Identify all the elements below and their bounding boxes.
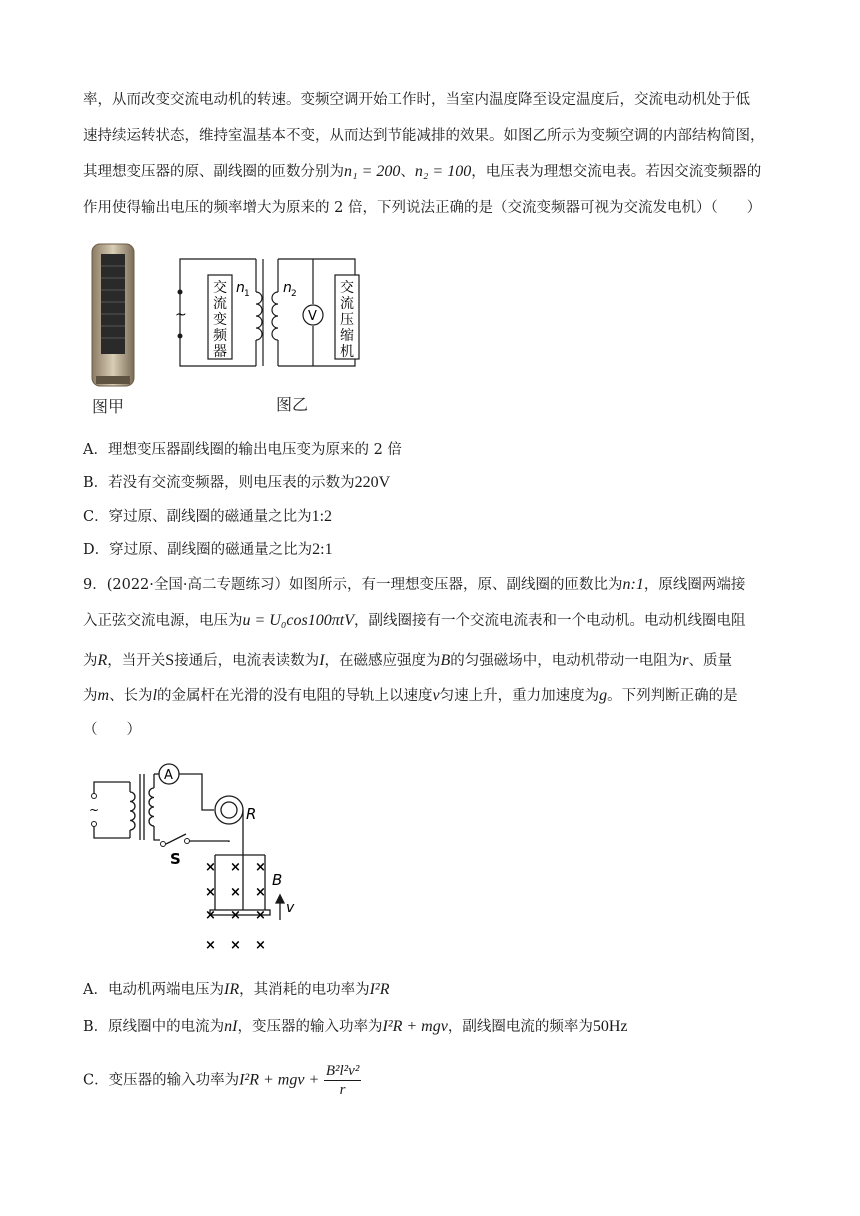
option-a: A．电动机两端电压为IR，其消耗的电功率为I²R bbox=[83, 981, 390, 998]
paragraph-line: 速持续运转状态，维持室温基本不变，从而达到节能减排的效果。如图乙所示为变频空调的内部结构简图， bbox=[83, 128, 765, 144]
svg-text:×: × bbox=[230, 908, 241, 923]
svg-text:×: × bbox=[205, 938, 216, 953]
svg-text:×: × bbox=[255, 885, 266, 900]
svg-text:×: × bbox=[230, 938, 241, 953]
svg-text:×: × bbox=[230, 860, 241, 875]
n2-subscript: 2 bbox=[291, 289, 297, 299]
svg-text:变: 变 bbox=[213, 312, 227, 328]
svg-text:×: × bbox=[205, 860, 216, 875]
compressor-label bbox=[340, 280, 354, 360]
answer-blank: （ ） bbox=[83, 722, 141, 738]
svg-text:机: 机 bbox=[340, 344, 354, 360]
figure-yi-circuit bbox=[170, 240, 370, 420]
inverter-label bbox=[213, 280, 228, 360]
switch-s-label: S bbox=[170, 850, 181, 868]
motor-r-label: R bbox=[246, 805, 257, 823]
question-9-stem-line: 入正弦交流电源，电压为u = U₀cos100πtV，副线圈接有一个交流电流表和一个电动机。电动机线圈电阻 bbox=[83, 612, 746, 629]
text: 、 bbox=[400, 164, 415, 180]
paragraph-line: 率，从而改变交流电动机的转速。变频空调开始工作时，当室内温度降至设定温度后，交流电动机处于低 bbox=[83, 92, 750, 108]
voltmeter-label: V bbox=[308, 309, 317, 324]
magnetic-field-crosses bbox=[205, 860, 266, 953]
svg-text:×: × bbox=[255, 860, 266, 875]
svg-text:器: 器 bbox=[213, 344, 227, 360]
svg-text:流: 流 bbox=[213, 296, 227, 312]
option-c: C．穿过原、副线圈的磁通量之比为1:2 bbox=[83, 508, 333, 525]
svg-text:×: × bbox=[255, 908, 266, 923]
svg-text:交: 交 bbox=[213, 280, 227, 296]
question-9-stem-line: 为R，当开关S接通后，电流表读数为I，在磁感应强度为B的匀强磁场中，电动机带动一电阻为r、质量 bbox=[83, 652, 733, 669]
option-d: D．穿过原、副线圈的磁通量之比为2:1 bbox=[83, 541, 333, 558]
question-9-stem-line: 9．(2022·全国·高二专题练习）如图所示，有一理想变压器，原、副线圈的匝数比为n:1，原线圈两端接 bbox=[83, 576, 746, 593]
svg-text:频: 频 bbox=[213, 328, 227, 344]
n1-subscript: 1 bbox=[244, 289, 250, 299]
question-8-stem-line bbox=[83, 162, 761, 182]
svg-text:×: × bbox=[205, 885, 216, 900]
question-8-stem-line: 作用使得输出电压的频率增大为原来的 2 倍，下列说法正确的是（交流变频器可视为交流发电机）（ ） bbox=[83, 200, 762, 216]
option-b: B．原线圈中的电流为nI，变压器的输入功率为I²R + mgv，副线圈电流的频率为50Hz bbox=[83, 1018, 628, 1035]
n2-equation: n₂ = 100 bbox=[414, 163, 472, 180]
option-a: A．理想变压器副线圈的输出电压变为原来的 2 倍 bbox=[83, 442, 402, 458]
svg-text:×: × bbox=[230, 885, 241, 900]
option-c: C．变压器的输入功率为I²R + mgv + $\frac{\text{B²l²v²}}{r}$ bbox=[83, 1063, 360, 1098]
svg-text:缩: 缩 bbox=[340, 328, 354, 344]
n1-label: n bbox=[236, 280, 245, 296]
figure-jia-air-conditioner bbox=[82, 240, 152, 420]
velocity-v-label: v bbox=[286, 900, 295, 916]
text: 其理想变压器的原、副线圈的匝数分别为 bbox=[83, 164, 344, 180]
figure-yi-caption: 图乙 bbox=[276, 395, 309, 414]
question-9-stem-line: 为m、长为l的金属杆在光滑的没有电阻的导轨上以速度v匀速上升，重力加速度为g。下列判断正确的是 bbox=[83, 687, 738, 704]
n2-label: n bbox=[283, 280, 292, 296]
ac-source-symbol: ~ bbox=[89, 803, 100, 817]
field-b-label: B bbox=[272, 871, 283, 889]
option-b: B．若没有交流变频器，则电压表的示数为220V bbox=[83, 474, 391, 491]
figure-q9-circuit bbox=[84, 760, 304, 956]
n1-equation: n₁ = 200 bbox=[344, 163, 401, 180]
ac-source-symbol: ~ bbox=[175, 307, 187, 323]
svg-text:×: × bbox=[255, 938, 266, 953]
ammeter-label: A bbox=[164, 768, 173, 783]
fraction: $\frac{\text{B²l²v²}}{r}$ bbox=[325, 1063, 360, 1098]
text: ，电压表为理想交流电表。若因交流变频器的 bbox=[471, 164, 762, 180]
svg-text:流: 流 bbox=[340, 296, 354, 312]
svg-text:×: × bbox=[205, 908, 216, 923]
figure-jia-caption: 图甲 bbox=[92, 397, 125, 416]
svg-text:交: 交 bbox=[340, 280, 354, 296]
svg-text:压: 压 bbox=[340, 312, 354, 328]
